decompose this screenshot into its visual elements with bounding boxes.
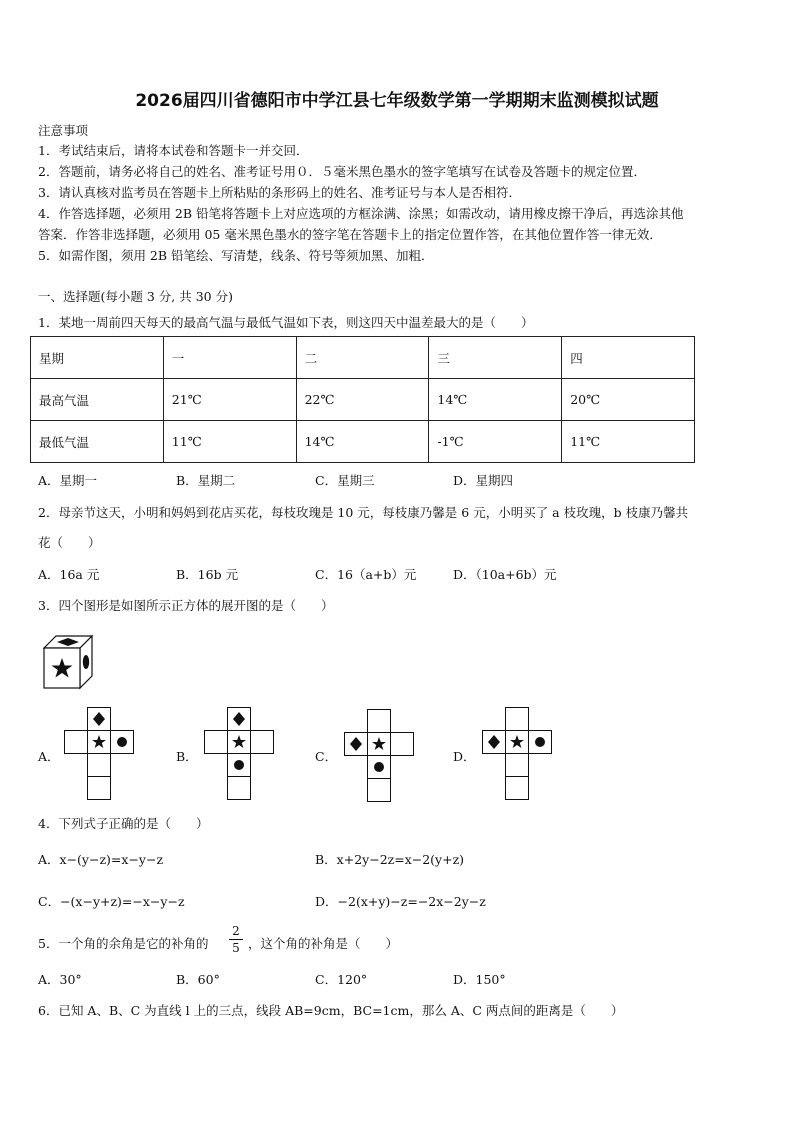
diamond-icon (93, 712, 105, 726)
notice-item-5: 5．如需作图，须用 2B 铅笔绘、写清楚，线条、符号等须加黑、加粗． (38, 248, 434, 263)
star-icon (232, 735, 246, 748)
q3-label-b: B． (176, 749, 198, 764)
cube-figure (42, 634, 94, 692)
table-cell: 11℃ (163, 421, 296, 463)
q1-option-d: D．星期四 (453, 473, 514, 488)
table-row (31, 379, 695, 421)
q2-option-d: D．（10a+6b）元 (453, 567, 557, 582)
q3-stem: 3．四个图形是如图所示正方体的展开图的是（ ） (38, 598, 334, 613)
table-cell: 二 (296, 337, 429, 379)
diamond-icon (488, 735, 500, 749)
q4-option-c: C．−(x−y+z)=−x−y−z (38, 894, 185, 909)
net-option-c (344, 709, 414, 803)
table-cell: 星期 (31, 337, 164, 379)
temperature-table (30, 336, 695, 463)
q1-option-a: A．星期一 (38, 473, 98, 488)
circle-icon (117, 737, 127, 747)
q3-label-d: D． (453, 749, 476, 764)
q5-stem-part2: ，这个角的补角是（ ） (248, 936, 399, 951)
table-row (31, 421, 695, 463)
table-cell: 22℃ (296, 379, 429, 421)
notice-item-3: 3．请认真核对监考员在答题卡上所粘贴的条形码上的姓名、准考证号与本人是否相符． (38, 185, 521, 200)
table-cell: 11℃ (562, 421, 695, 463)
fraction-bar (229, 939, 243, 940)
q5-option-b: B．60° (176, 972, 220, 987)
table-row (31, 337, 695, 379)
notice-heading: 注意事项 (38, 123, 89, 138)
table-cell: 最高气温 (31, 379, 164, 421)
page-title: 2026届四川省德阳市中学江县七年级数学第一学期期末监测模拟试题 (135, 91, 659, 111)
q1-stem: 1．某地一周前四天每天的最高气温与最低气温如下表，则这四天中温差最大的是（ ） (38, 315, 534, 330)
q5-stem-part1: 5．一个角的余角是它的补角的 (38, 936, 209, 951)
q2-stem-line1: 2．母亲节这天，小明和妈妈到花店买花，每枝玫瑰是 10 元，每枝康乃馨是 6 元，小明买了 a 枝玫瑰，b 枝康乃馨共 (38, 505, 689, 520)
table-cell: 14℃ (296, 421, 429, 463)
circle-icon (374, 762, 384, 772)
q4-option-a: A．x−(y−z)=x−y−z (38, 852, 164, 867)
table-cell: 最低气温 (31, 421, 164, 463)
q4-stem: 4．下列式子正确的是（ ） (38, 816, 209, 831)
q1-option-c: C．星期三 (315, 473, 375, 488)
q2-stem-line2: 花（ ） (38, 535, 101, 550)
q4-option-d: D．−2(x+y)−z=−2x−2y−z (315, 894, 486, 909)
q5-fraction (229, 924, 243, 955)
circle-icon (83, 655, 89, 669)
diamond-icon (233, 712, 245, 726)
q3-label-a: A． (38, 749, 60, 764)
net-option-a (64, 707, 134, 801)
table-cell: 三 (429, 337, 562, 379)
fraction-numerator: 2 (232, 924, 240, 938)
table-cell: 20℃ (562, 379, 695, 421)
table-cell: 一 (163, 337, 296, 379)
q6-stem: 6．已知 A、B、C 为直线 l 上的三点，线段 AB=9cm，BC=1cm，那么 A、C 两点间的距离是（ ） (38, 1003, 624, 1018)
star-icon (510, 735, 524, 748)
circle-icon (535, 737, 545, 747)
q4-option-b: B．x+2y−2z=x−2(y+z) (315, 852, 465, 867)
notice-item-4-cont: 答案．作答非选择题，必须用 05 毫米黑色墨水的签字笔在答题卡上的指定位置作答，在其他位置作答一律无效． (38, 227, 662, 242)
diamond-icon (350, 737, 362, 751)
net-option-b (204, 707, 274, 801)
notice-item-1: 1．考试结束后，请将本试卷和答题卡一并交回． (38, 143, 309, 158)
star-icon (372, 737, 386, 750)
star-icon (92, 735, 106, 748)
q2-option-a: A．16a 元 (38, 567, 100, 582)
q3-label-c: C． (315, 749, 338, 764)
table-cell: 21℃ (163, 379, 296, 421)
net-option-d (482, 707, 552, 801)
q5-option-a: A．30° (38, 972, 82, 987)
table-cell: -1℃ (429, 421, 562, 463)
q1-option-b: B．星期二 (176, 473, 236, 488)
q2-option-b: B．16b 元 (176, 567, 239, 582)
section-heading: 一、选择题(每小题 3 分, 共 30 分) (38, 289, 233, 304)
fraction-denominator: 5 (232, 941, 240, 955)
q5-option-c: C．120° (315, 972, 368, 987)
q5-option-d: D．150° (453, 972, 506, 987)
table-cell: 四 (562, 337, 695, 379)
q2-option-c: C．16（a+b）元 (315, 567, 417, 582)
notice-item-2: 2．答题前，请务必将自己的姓名、准考证号用０．５毫米黑色墨水的签字笔填写在试卷及答题卡的规定位置． (38, 164, 646, 179)
notice-item-4: 4．作答选择题，必须用 2B 铅笔将答题卡上对应选项的方框涂满、涂黑；如需改动，请用橡皮擦干净后，再选涂其他 (38, 206, 684, 221)
table-cell: 14℃ (429, 379, 562, 421)
circle-icon (234, 760, 244, 770)
